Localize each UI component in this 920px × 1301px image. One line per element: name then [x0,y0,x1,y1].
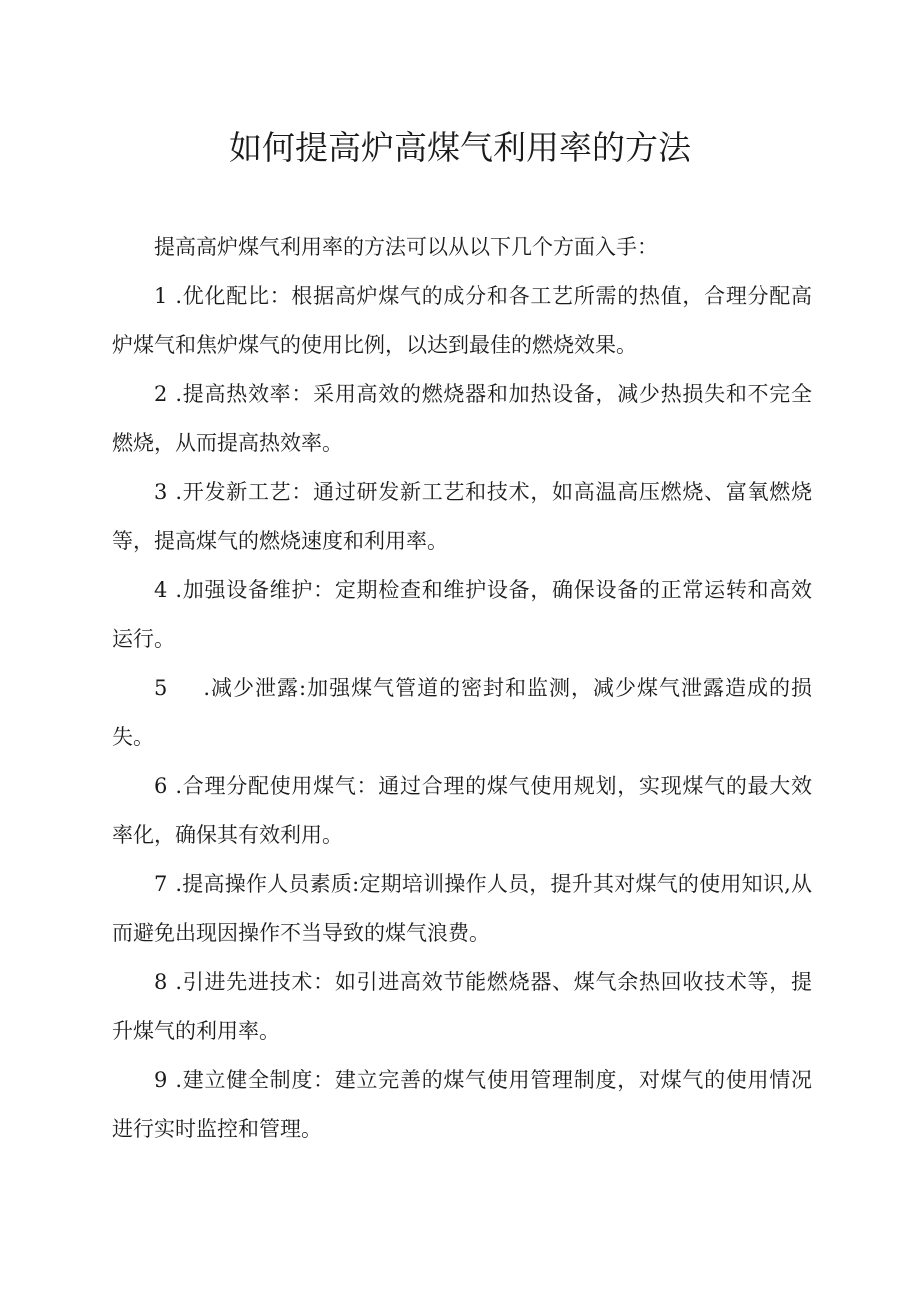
document-title: 如何提高炉高煤气利用率的方法 [229,128,691,167]
list-item-8 [112,958,812,1056]
item-text: .引进先进技术：如引进高效节能燃烧器、煤气余热回收技术等，提升煤气的利用率。 [112,970,812,1043]
item-number: 4 [154,578,168,602]
document-body [112,223,812,1154]
item-number: 8 [154,970,168,994]
item-text: .加强设备维护：定期检查和维护设备，确保设备的正常运转和高效运行。 [112,578,812,651]
item-number: 7 [154,872,168,896]
item-text: .优化配比：根据高炉煤气的成分和各工艺所需的热值，合理分配高炉煤气和焦炉煤气的使用比例，以达到最佳的燃烧效果。 [112,284,812,357]
item-number: 3 [154,480,168,504]
item-number: 6 [154,774,168,798]
item-number: 1 [154,284,168,308]
list-item-9 [112,1056,812,1154]
list-item-2 [112,370,812,468]
list-item-6 [112,762,812,860]
list-item-7 [112,860,812,958]
item-text: .减少泄露:加强煤气管道的密封和监测，减少煤气泄露造成的损失。 [112,676,812,749]
item-text: .提高热效率：采用高效的燃烧器和加热设备，减少热损失和不完全燃烧，从而提高热效率。 [112,382,812,455]
item-number: 2 [154,382,168,406]
item-text: .合理分配使用煤气：通过合理的煤气使用规划，实现煤气的最大效率化，确保其有效利用。 [112,774,812,847]
item-number: 5 [154,676,168,700]
list-item-3 [112,468,812,566]
list-item-4 [112,566,812,664]
item-number: 9 [154,1068,168,1092]
item-text: .建立健全制度：建立完善的煤气使用管理制度，对煤气的使用情况进行实时监控和管理。 [112,1068,812,1141]
list-item-5 [112,664,812,762]
item-text: .开发新工艺：通过研发新工艺和技术，如高温高压燃烧、富氧燃烧等，提高煤气的燃烧速度和利用率。 [112,480,812,553]
list-item-1 [112,272,812,370]
intro-paragraph: 提高高炉煤气利用率的方法可以从以下几个方面入手： [154,235,658,259]
item-text: .提高操作人员素质:定期培训操作人员，提升其对煤气的使用知识,从而避免出现因操作不当导致的煤气浪费。 [112,872,812,945]
